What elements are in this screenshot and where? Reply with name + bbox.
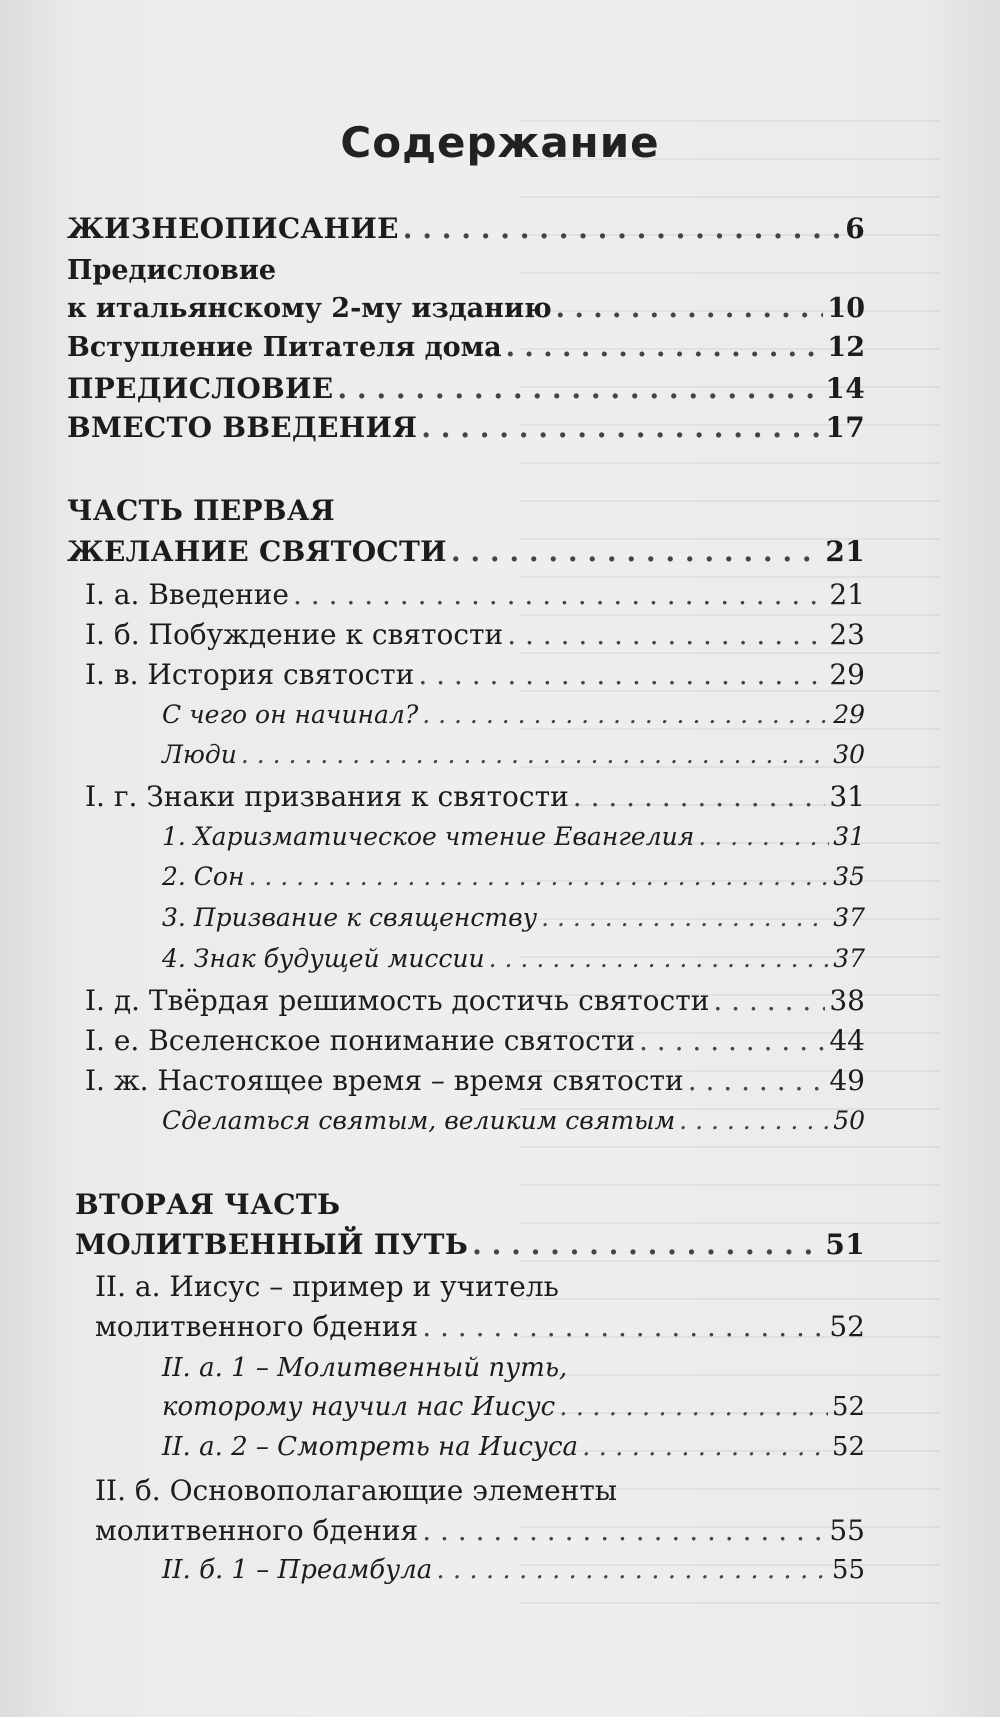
leader-dots (507, 618, 825, 651)
toc-entry (162, 862, 865, 891)
entry-title: I. б. Побуждение к святости (85, 618, 504, 651)
entry-title: 1. Харизматическое чтение Евангелия (162, 822, 695, 851)
leader-dots (713, 984, 825, 1017)
entry-title: I. ж. Настоящее время – время святости (85, 1064, 684, 1097)
leader-dots (541, 903, 829, 932)
toc-entry (67, 535, 865, 568)
leader-dots (418, 658, 825, 691)
entry-title: Сделаться святым, великим святым (162, 1106, 676, 1135)
leader-dots (679, 1106, 829, 1135)
toc-entry (85, 1064, 865, 1097)
leader-dots (489, 944, 830, 973)
toc-entry (95, 1514, 865, 1547)
entry-page: 55 (831, 1555, 865, 1585)
toc-entry (67, 293, 865, 324)
entry-title: Вступление Питателя дома (67, 332, 502, 363)
leader-dots (688, 1064, 826, 1097)
entry-title: которому научил нас Иисус (162, 1392, 556, 1422)
entry-page: 55 (829, 1514, 865, 1547)
entry-title: молитвенного бдения (95, 1310, 419, 1343)
entry-page: 29 (829, 658, 865, 691)
entry-title: ЖИЗНЕОПИСАНИЕ (67, 212, 399, 245)
entry-page: 31 (833, 822, 865, 851)
entry-page: 37 (833, 944, 865, 973)
toc-entry (95, 1310, 865, 1343)
entry-title: С чего он начинал? (162, 700, 419, 729)
toc-entry (162, 1555, 865, 1585)
leader-dots (472, 1228, 821, 1261)
leader-dots (241, 740, 829, 769)
toc-entry (67, 372, 865, 405)
entry-title: ЖЕЛАНИЕ СВЯТОСТИ (67, 535, 447, 568)
entry-page: 44 (829, 1024, 865, 1057)
leader-dots (436, 1555, 828, 1585)
entry-page: 10 (827, 293, 865, 324)
entry-page: 21 (825, 535, 865, 568)
entry-page: 17 (825, 411, 865, 444)
entry-title: 2. Сон (162, 862, 245, 891)
toc-entry (162, 1106, 865, 1135)
toc-entry (67, 411, 865, 444)
entry-page: 52 (831, 1432, 865, 1462)
toc-entry (85, 618, 865, 651)
entry-title: I. е. Вселенское понимание святости (85, 1024, 635, 1057)
leader-dots (698, 822, 829, 851)
entry-page: 52 (829, 1310, 865, 1343)
leader-dots (421, 411, 821, 444)
entry-title: I. а. Введение (85, 578, 289, 611)
entry-title: I. д. Твёрдая решимость достичь святости (85, 984, 710, 1017)
entry-page: 12 (827, 332, 865, 363)
entry-title: Люди (162, 740, 237, 769)
entry-title: молитвенного бдения (95, 1514, 419, 1547)
leader-dots (422, 700, 829, 729)
leader-dots (582, 1432, 828, 1462)
entry-page: 49 (829, 1064, 865, 1097)
leader-dots (403, 212, 841, 245)
entry-title: II. б. 1 – Преамбула (162, 1555, 433, 1585)
entry-page: 29 (833, 700, 865, 729)
entry-page: 38 (829, 984, 865, 1017)
leader-dots (422, 1310, 825, 1343)
toc-entry (162, 903, 865, 932)
toc-entry (85, 1024, 865, 1057)
entry-title: 4. Знак будущей миссии (162, 944, 485, 973)
entry-page: 50 (833, 1106, 865, 1135)
page-title: Содержание (340, 118, 660, 167)
part-heading: ВТОРАЯ ЧАСТЬ (75, 1188, 341, 1221)
entry-title: к итальянскому 2-му изданию (67, 293, 552, 324)
toc-entry-line: II. а. Иисус – пример и учитель (95, 1270, 559, 1303)
entry-page: 23 (829, 618, 865, 651)
toc-entry (67, 212, 865, 245)
entry-title: I. г. Знаки призвания к святости (85, 780, 569, 813)
leader-dots (639, 1024, 825, 1057)
toc-entry-line: II. а. 1 – Молитвенный путь, (162, 1353, 568, 1383)
entry-page: 51 (825, 1228, 865, 1261)
toc-entry (75, 1228, 865, 1261)
leader-dots (506, 332, 824, 363)
leader-dots (422, 1514, 825, 1547)
leader-dots (559, 1392, 828, 1422)
toc-entry (162, 1392, 865, 1422)
entry-title: МОЛИТВЕННЫЙ ПУТЬ (75, 1228, 469, 1261)
leader-dots (451, 535, 822, 568)
leader-dots (293, 578, 825, 611)
toc-entry (162, 1432, 865, 1462)
toc-entry-line: II. б. Основополагающие элементы (95, 1474, 618, 1507)
toc-entry (162, 700, 865, 729)
toc-entry (162, 740, 865, 769)
entry-page: 30 (833, 740, 865, 769)
entry-title: II. а. 2 – Смотреть на Иисуса (162, 1432, 579, 1462)
leader-dots (556, 293, 824, 324)
toc-entry (67, 332, 865, 363)
entry-title: ПРЕДИСЛОВИЕ (67, 372, 334, 405)
entry-title: ВМЕСТО ВВЕДЕНИЯ (67, 411, 418, 444)
entry-title: I. в. История святости (85, 658, 415, 691)
toc-entry (85, 578, 865, 611)
toc-entry (162, 944, 865, 973)
entry-title: 3. Призвание к священству (162, 903, 538, 932)
entry-page: 31 (829, 780, 865, 813)
entry-page: 37 (833, 903, 865, 932)
leader-dots (337, 372, 821, 405)
toc-entry (85, 780, 865, 813)
leader-dots (573, 780, 826, 813)
entry-page: 52 (831, 1392, 865, 1422)
part-heading: ЧАСТЬ ПЕРВАЯ (67, 494, 335, 527)
toc-entry (162, 822, 865, 851)
entry-page: 14 (825, 372, 865, 405)
toc-entry (85, 984, 865, 1017)
entry-page: 21 (829, 578, 865, 611)
leader-dots (248, 862, 829, 891)
toc-entry-line: Предисловие (67, 255, 277, 286)
entry-page: 6 (845, 212, 865, 245)
entry-page: 35 (833, 862, 865, 891)
toc-entry (85, 658, 865, 691)
